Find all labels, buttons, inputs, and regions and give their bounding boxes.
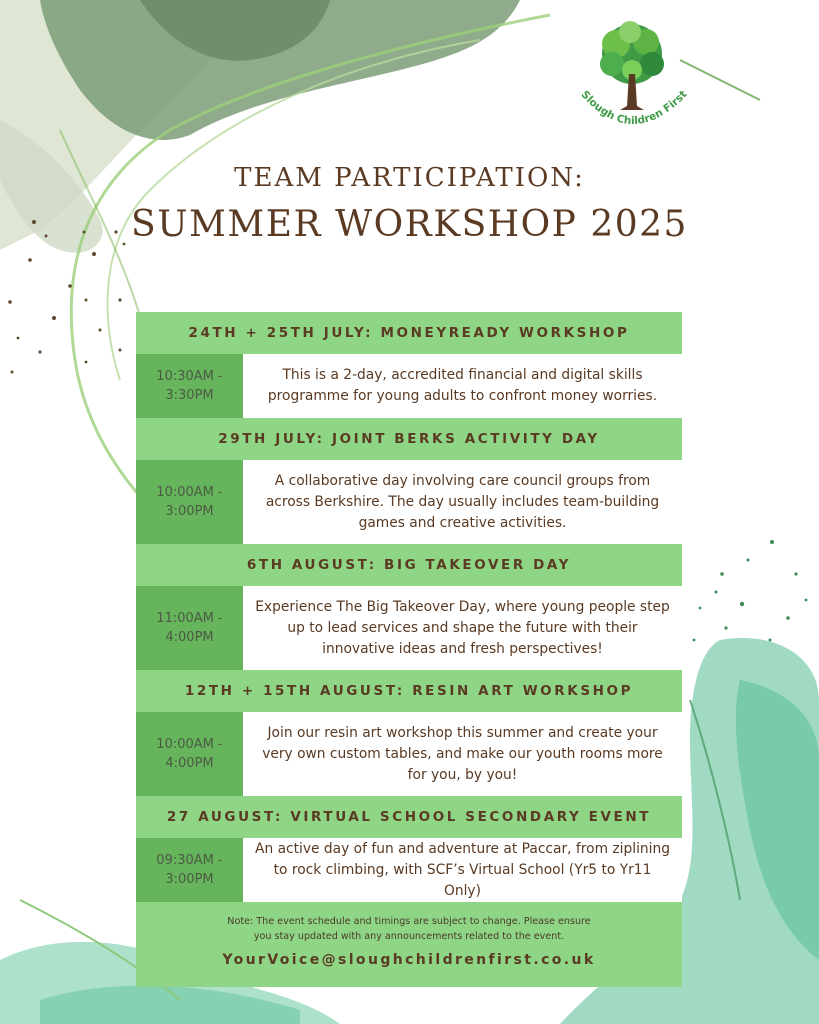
- event-title-bar: 29TH JULY: JOINT BERKS ACTIVITY DAY: [136, 418, 682, 460]
- time-start: 10:00AM -: [156, 737, 223, 752]
- event-row: [136, 586, 682, 670]
- event-row: [136, 460, 682, 544]
- event-title-bar: 24TH + 25TH JULY: MONEYREADY WORKSHOP: [136, 312, 682, 354]
- heading-line-1: TEAM PARTICIPATION:: [234, 163, 585, 193]
- event-description: Experience The Big Takeover Day, where young people step up to lead services and shape the future with their innovative ideas and fresh perspectives!: [255, 598, 670, 657]
- page-title: SUMMER WORKSHOP 2025: [131, 204, 688, 245]
- note-line-2: you stay updated with any announcements related to the event.: [253, 931, 565, 942]
- event-description: An active day of fun and adventure at Paccar, from ziplining to rock climbing, with SCF’s Virtual School (Yr5 to Yr11 Only): [255, 840, 670, 899]
- time-end: 3:00PM: [165, 872, 214, 887]
- contact-email[interactable]: YourVoice@sloughchildrenfirst.co.uk: [222, 952, 596, 968]
- event-description: A collaborative day involving care council groups from across Berkshire. The day usually includes team-building games and creative activities.: [265, 472, 660, 531]
- time-end: 4:00PM: [165, 756, 214, 771]
- slough-children-first-logo: [568, 14, 698, 140]
- event-row: [136, 712, 682, 796]
- event-title-bar: 6TH AUGUST: BIG TAKEOVER DAY: [136, 544, 682, 586]
- event-row: [136, 354, 682, 418]
- event-description: This is a 2-day, accredited financial and digital skills programme for young adults to confront money worries.: [267, 367, 658, 404]
- event-time: [136, 712, 243, 796]
- time-end: 3:00PM: [165, 504, 214, 519]
- event-title-bar: 27 AUGUST: VIRTUAL SCHOOL SECONDARY EVENT: [136, 796, 682, 838]
- event-description: Join our resin art workshop this summer and create your very own custom tables, and make our youth rooms more for you, by you!: [262, 724, 663, 783]
- schedule-panel: [136, 312, 682, 987]
- event-time: [136, 838, 243, 902]
- brand-name: Slough Children First: [578, 88, 690, 128]
- event-time: [136, 354, 243, 418]
- time-end: 3:30PM: [165, 388, 214, 403]
- time-start: 10:30AM -: [156, 369, 223, 384]
- time-start: 10:00AM -: [156, 485, 223, 500]
- event-row: [136, 838, 682, 902]
- event-time: [136, 460, 243, 544]
- time-end: 4:00PM: [165, 630, 214, 645]
- note-line-1: Note: The event schedule and timings are subject to change. Please ensure: [227, 916, 591, 927]
- event-time: [136, 586, 243, 670]
- schedule-footer: [136, 902, 682, 987]
- time-start: 11:00AM -: [156, 611, 223, 626]
- event-title-bar: 12TH + 15TH AUGUST: RESIN ART WORKSHOP: [136, 670, 682, 712]
- schedule-note: [136, 914, 682, 944]
- time-start: 09:30AM -: [156, 853, 223, 868]
- tree-of-hands-icon: [600, 21, 664, 110]
